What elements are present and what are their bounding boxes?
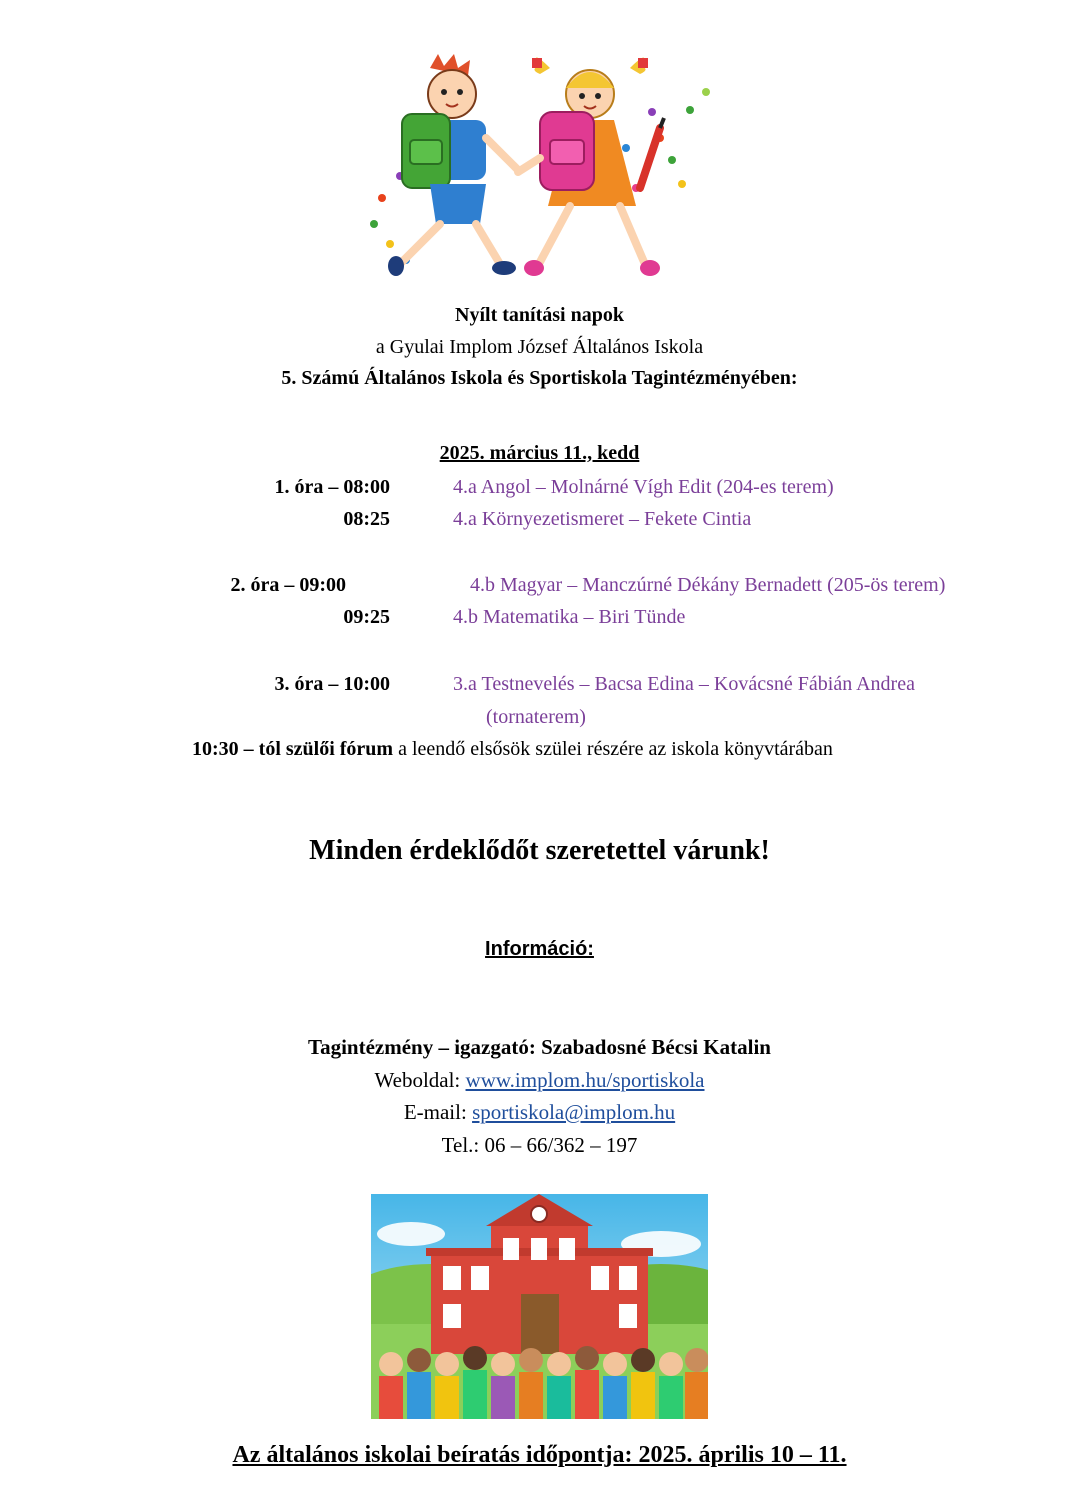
schedule-time: 3. óra – 10:00 xyxy=(274,673,390,695)
email-label: E-mail: xyxy=(403,1100,473,1124)
children-illustration xyxy=(360,48,720,284)
event-title: Nyílt tanítási napok xyxy=(455,304,624,326)
schedule-time: 1. óra – 08:00 xyxy=(274,476,390,498)
boy-figure xyxy=(388,54,518,276)
schedule-time: 2. óra – 09:00 xyxy=(230,574,346,596)
email-line xyxy=(0,1099,1079,1125)
school-illustration xyxy=(371,1194,708,1419)
schedule-lesson: 4.b Matematika – Biri Tünde xyxy=(453,606,686,628)
welcome-message: Minden érdeklődőt szeretettel várunk! xyxy=(309,835,770,866)
girl-figure xyxy=(518,57,664,276)
schedule-lesson: 4.a Környezetismeret – Fekete Cintia xyxy=(453,508,752,530)
event-date: 2025. március 11., kedd xyxy=(439,442,640,464)
schedule-lesson: 3.a Testnevelés – Bacsa Edina – Kovácsné Fábián Andrea xyxy=(453,673,915,695)
institution-line: 5. Számú Általános Iskola és Sportiskola Tagintézményében: xyxy=(281,367,798,389)
director-line: Tagintézmény – igazgató: Szabadosné Bécsi Katalin xyxy=(308,1035,771,1059)
website-link[interactable]: www.implom.hu/sportiskola xyxy=(465,1068,705,1092)
schedule-lesson: 4.b Magyar – Manczúrné Dékány Bernadett (205-ös terem) xyxy=(470,574,946,596)
info-heading: Információ: xyxy=(485,938,594,960)
schedule-time: 08:25 xyxy=(343,508,390,530)
email-link[interactable]: sportiskola@implom.hu xyxy=(472,1100,676,1124)
enrollment-date-footer: Az általános iskolai beíratás időpontja: 2025. április 10 – 11. xyxy=(232,1442,847,1468)
schedule-lesson: 4.a Angol – Molnárné Vígh Edit (204-es terem) xyxy=(453,476,834,498)
schedule-time: 09:25 xyxy=(343,606,390,628)
website-line xyxy=(0,1067,1079,1093)
website-label: Weboldal: xyxy=(374,1068,466,1092)
schedule-lesson-continuation: (tornaterem) xyxy=(486,706,586,728)
parent-forum-text: a leendő elsősök szülei részére az iskola könyvtárában xyxy=(393,738,833,760)
phone-line: Tel.: 06 – 66/362 – 197 xyxy=(441,1133,638,1157)
parent-forum-line xyxy=(192,737,833,761)
parent-forum-time: 10:30 – tól szülői fórum xyxy=(192,738,394,760)
school-name-line: a Gyulai Implom József Általános Iskola xyxy=(375,336,704,358)
